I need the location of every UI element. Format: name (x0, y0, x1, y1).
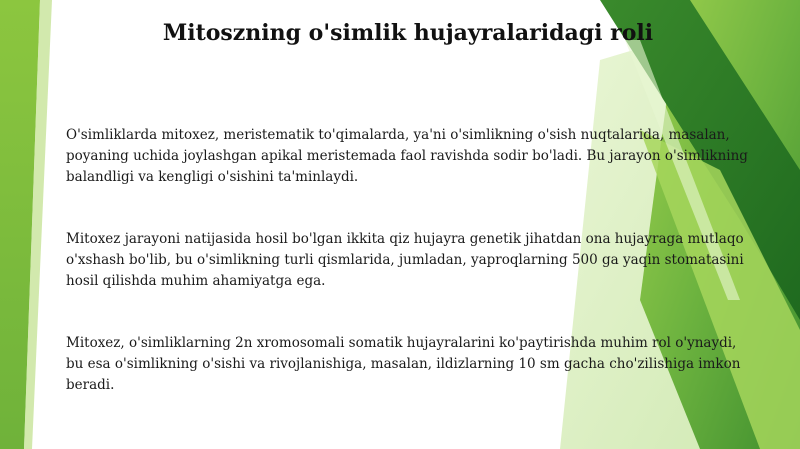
slide-title: Mitoszning o'simlik hujayralaridagi roli (162, 20, 654, 46)
paragraph-2: Mitoxez jarayoni natijasida hosil bo'lgan ikkita qiz hujayra genetik jihatdan ona hujayraga mutlaqo o'xshash bo'lib, bu o'simlikning turli qismlarida, jumladan, yaproqlarning 500 ga yaqin stomatasini hosil qilishda muhim ahamiyatga ega. (66, 231, 744, 289)
paragraph-3: Mitoxez, o'simliklarning 2n xromosomali somatik hujayralarini ko'paytirishda muhim rol o'ynaydi, bu esa o'simlikning o'sishi va rivojlanishiga, masalan, ildizlarning 10 sm gacha cho'zilishiga imkon beradi. (66, 335, 741, 393)
paragraph-1: O'simliklarda mitoxez, meristematik to'qimalarda, ya'ni o'simlikning o'sish nuqtalarida, masalan, poyaning uchida joylashgan apikal meristemada faol ravishda sodir bo'ladi. Bu jarayon o'simlikning balandligi va kengligi o'sishini ta'minlaydi. (66, 127, 748, 185)
